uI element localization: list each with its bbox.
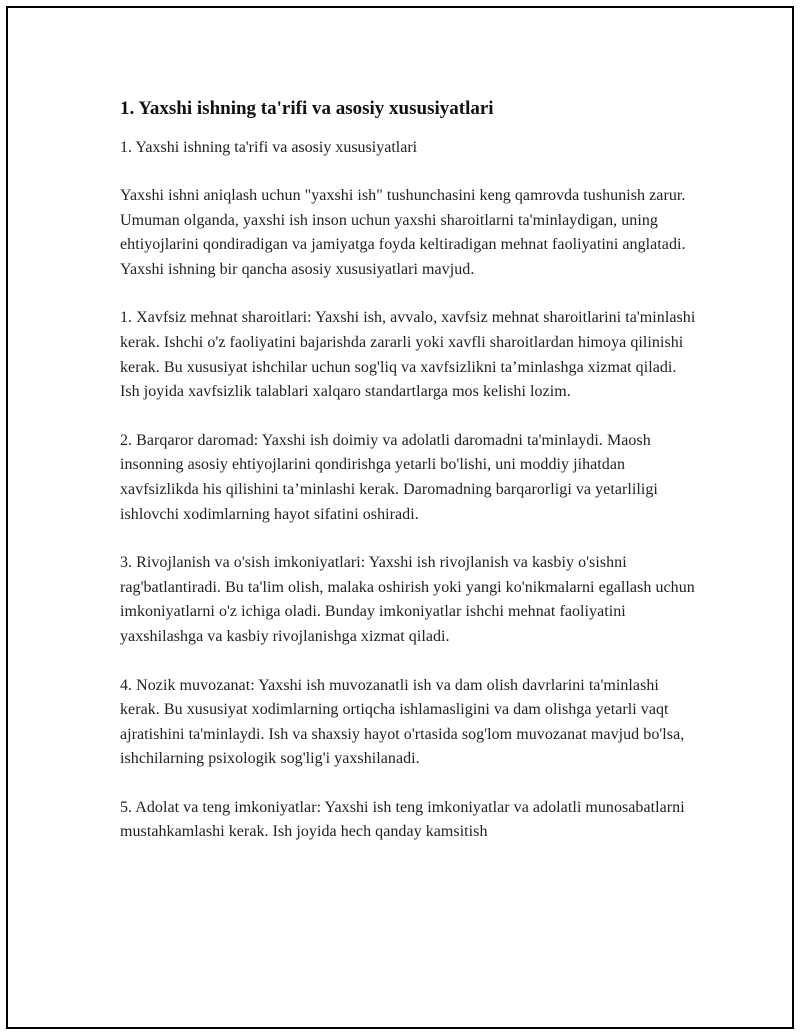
document-title: 1. Yaxshi ishning ta'rifi va asosiy xususiyatlari <box>120 98 494 119</box>
paragraph-growth-opportunities: 3. Rivojlanish va o'sish imkoniyatlari: Yaxshi ish rivojlanish va kasbiy o'sishni rag'batlantiradi. Bu ta'lim olish, malaka oshirish yoki yangi ko'nikmalarni egallash uchun imkoniyatlarni o'z ichiga oladi. Bunday imkoniyatlar ishchi mehnat faoliyatini yaxshilashga va kasbiy rivojlanishga xizmat qiladi. <box>120 554 695 645</box>
paragraph-safe-conditions: 1. Xavfsiz mehnat sharoitlari: Yaxshi ish, avvalo, xavfsiz mehnat sharoitlarini ta'minlashi kerak. Ishchi o'z faoliyatini bajarishda zararli yoki xavfli sharoitlardan himoya qilinishi kerak. Bu xususiyat ishchilar uchun sog'liq va xavfsizlikni ta’minlashga xizmat qiladi. Ish joyida xavfsizlik talablari xalqaro standartlarga mos kelishi lozim. <box>120 309 696 401</box>
paragraph-equal-opportunities: 5. Adolat va teng imkoniyatlar: Yaxshi ish teng imkoniyatlar va adolatli munosabatlarni mustahkamlashi kerak. Ish joyida hech qanday kamsitish <box>120 798 685 841</box>
document-page <box>6 6 794 1029</box>
document-body <box>120 96 696 845</box>
paragraph-intro: Yaxshi ishni aniqlash uchun "yaxshi ish" tushunchasini keng qamrovda tushunish zarur. Umuman olganda, yaxshi ish inson uchun yaxshi sharoitlarni ta'minlaydigan, uning ehtiyojlarini qondiradigan va jamiyatga foyda keltiradigan mehnat faoliyatini anglatadi. Yaxshi ishning bir qancha asosiy xususiyatlari mavjud. <box>120 187 686 278</box>
paragraph-work-life-balance: 4. Nozik muvozanat: Yaxshi ish muvozanatli ish va dam olish davrlarini ta'minlashi kerak. Bu xususiyat xodimlarning ortiqcha ishlamasligini va dam olishga yetarli vaqt ajratishini ta'minlaydi. Ish va shaxsiy hayot o'rtasida sog'lom muvozanat mavjud bo'lsa, ishchilarning psixologik sog'lig'i yaxshilanadi. <box>120 676 685 768</box>
paragraph-stable-income: 2. Barqaror daromad: Yaxshi ish doimiy va adolatli daromadni ta'minlaydi. Maosh insonning asosiy ehtiyojlarini qondirishga yetarli bo'lishi, uni moddiy jihatdan xavfsizlikda his qilishini ta’minlashi kerak. Daromadning barqarorligi va yetarliligi ishlovchi xodimlarning hayot sifatini oshiradi. <box>120 431 658 523</box>
document-subtitle: 1. Yaxshi ishning ta'rifi va asosiy xususiyatlari <box>120 139 418 156</box>
